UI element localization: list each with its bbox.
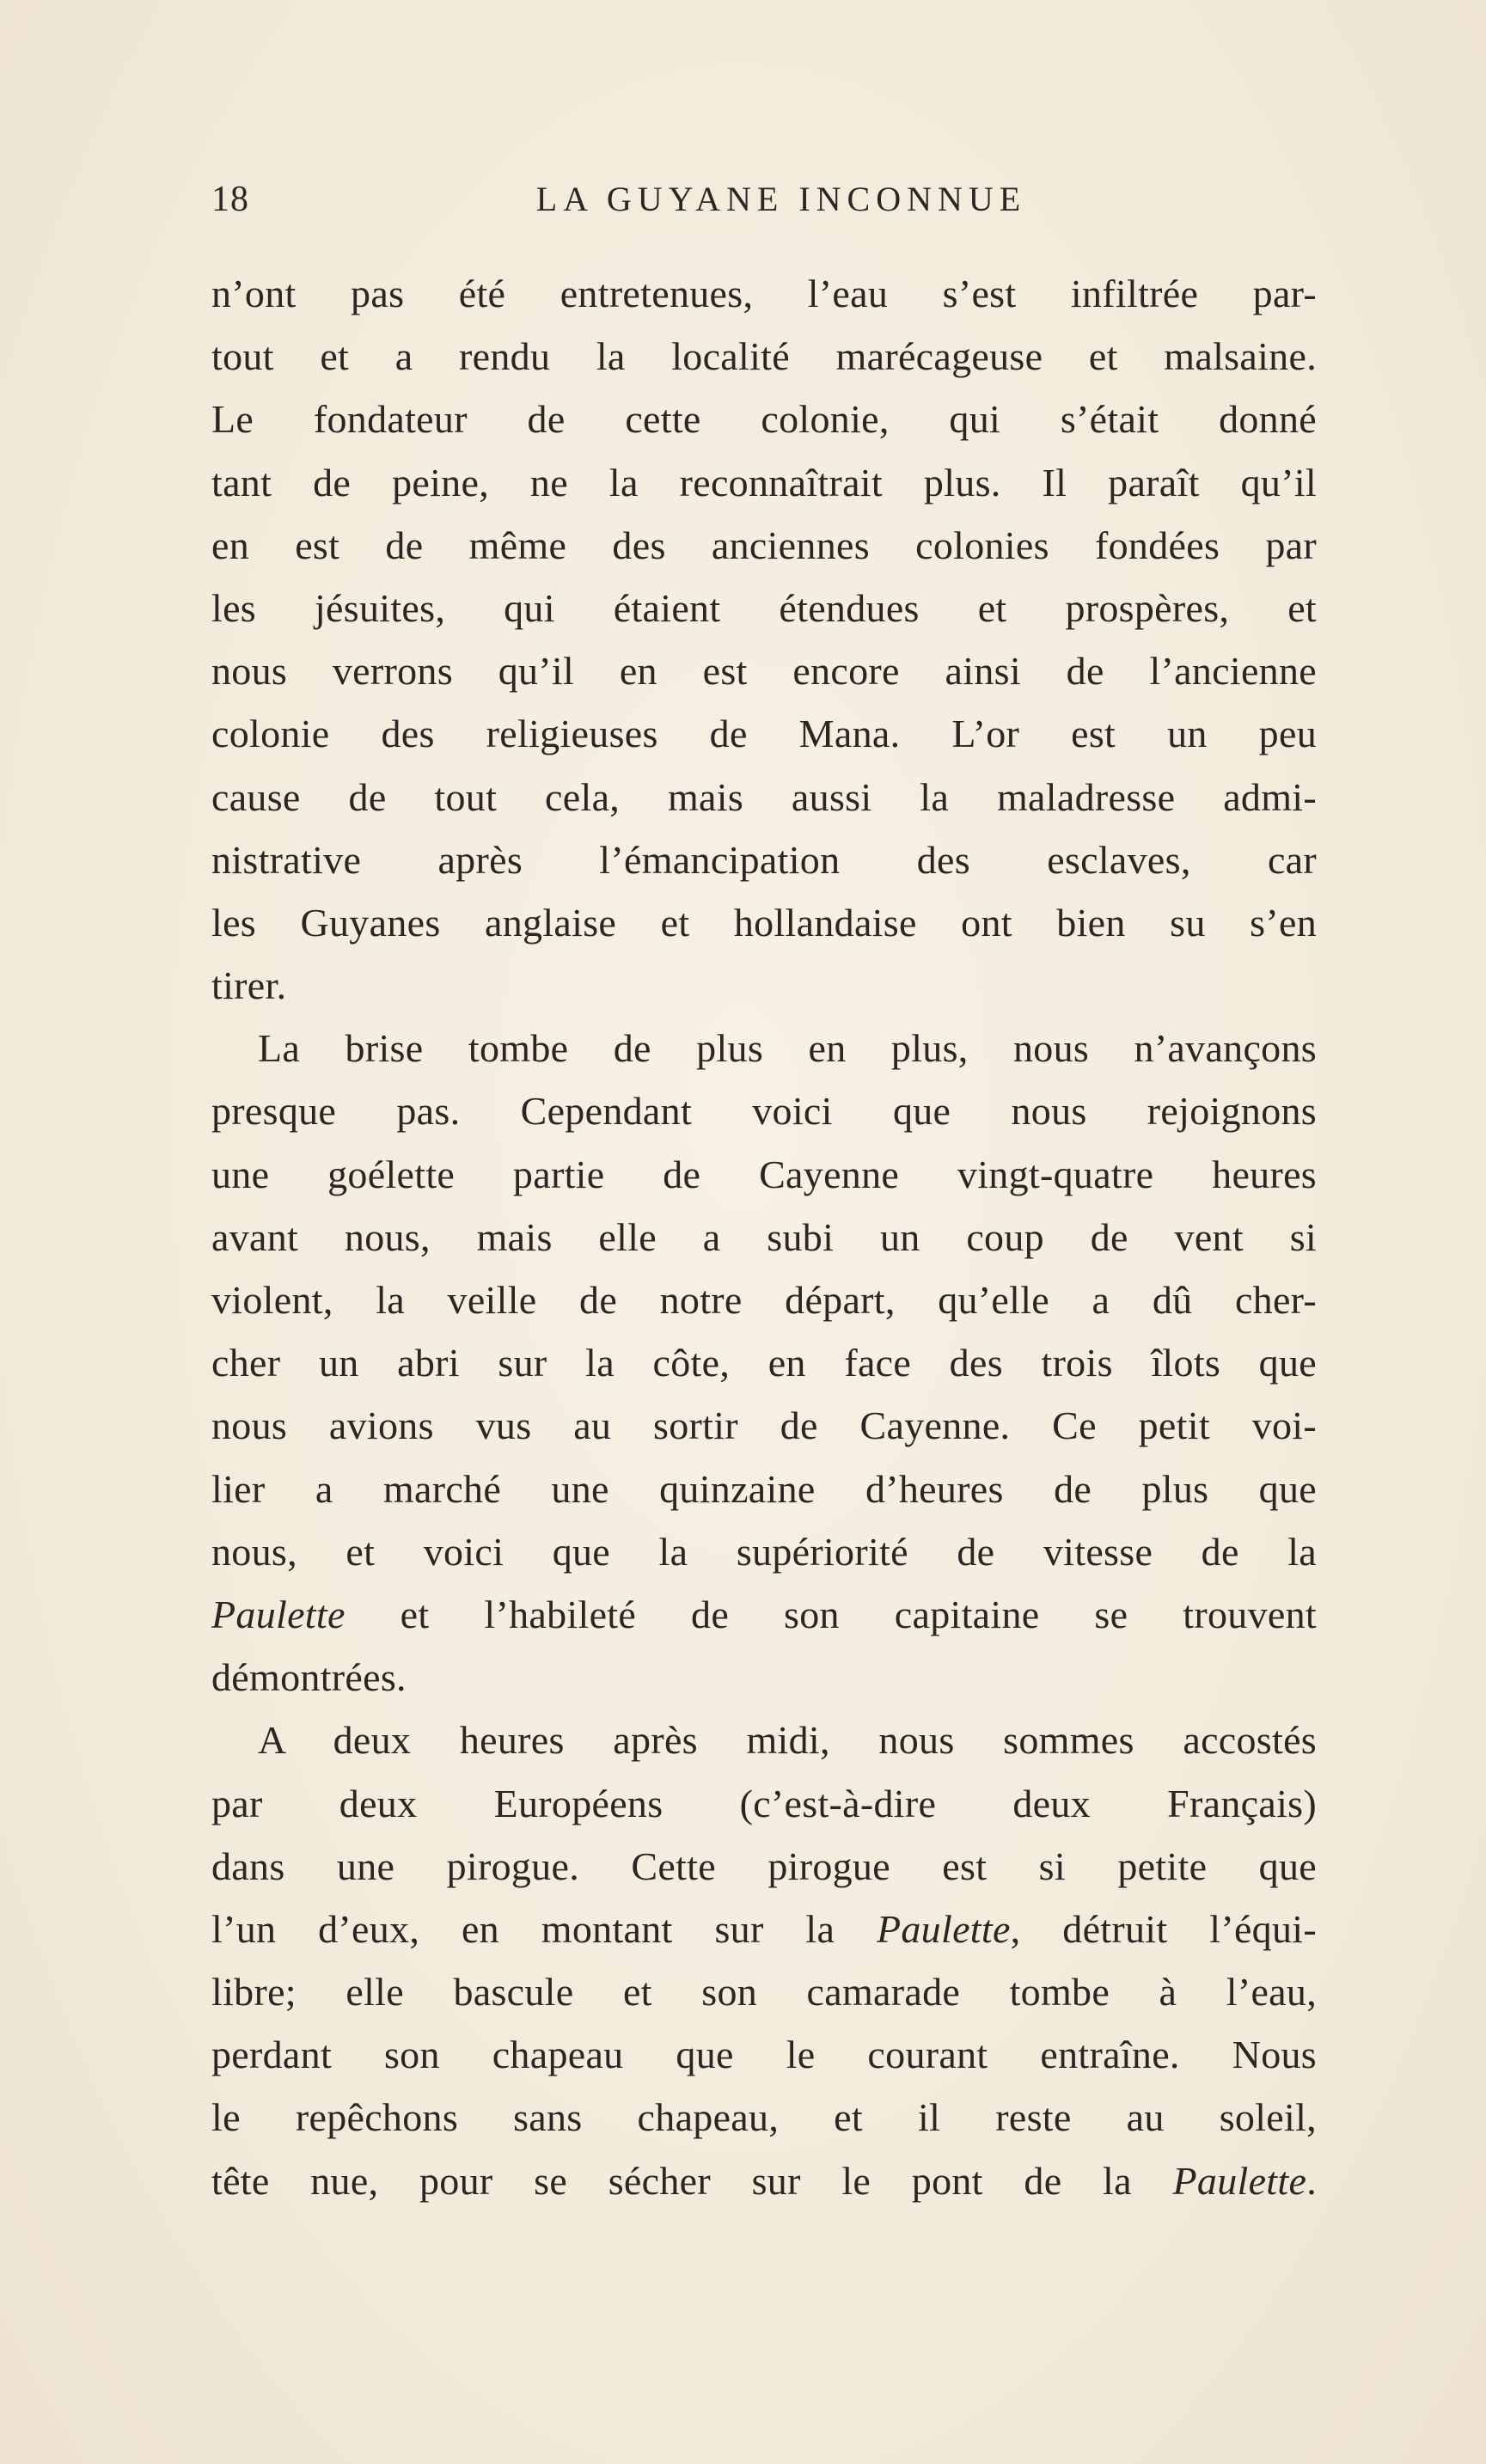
text-line: presque pas. Cependant voici que nous rejoignons [211, 1089, 1317, 1134]
text-line: lier a marché une quinzaine d’heures de plus que [211, 1466, 1317, 1511]
body-text [211, 262, 1317, 2212]
text-line: tout et a rendu la localité marécageuse et malsaine. [211, 334, 1317, 379]
text-line: nous verrons qu’il en est encore ainsi de l’ancienne [211, 649, 1317, 694]
paragraph-start-line: A deux heures après midi, nous sommes accostés [258, 1718, 1317, 1763]
text-line: cher un abri sur la côte, en face des trois îlots que [211, 1341, 1317, 1385]
running-head [211, 179, 1317, 230]
text-line: cause de tout cela, mais aussi la maladresse admi- [211, 774, 1317, 819]
text-line: le repêchons sans chapeau, et il reste au soleil, [211, 2095, 1317, 2140]
text-line: colonie des religieuses de Mana. L’or est un peu [211, 712, 1317, 756]
page-number: 18 [211, 180, 249, 219]
text-line: tirer. [211, 963, 287, 1008]
text-line: tête nue, pour se sécher sur le pont de la Paulette. [211, 2158, 1317, 2203]
running-title: LA GUYANE INCONNUE [535, 180, 1027, 218]
text-line: par deux Européens (c’est-à-dire deux Français) [211, 1781, 1317, 1825]
paragraph-start-line: La brise tombe de plus en plus, nous n’avançons [258, 1026, 1317, 1071]
text-line: les Guyanes anglaise et hollandaise ont bien su s’en [211, 900, 1317, 945]
text-line: en est de même des anciennes colonies fondées par [211, 523, 1317, 567]
text-line: nous avions vus au sortir de Cayenne. Ce petit voi- [211, 1403, 1317, 1448]
text-line: nistrative après l’émancipation des esclaves, car [211, 837, 1317, 882]
text-line: tant de peine, ne la reconnaîtrait plus. Il paraît qu’il [211, 460, 1317, 504]
ship-name: Paulette [1172, 2158, 1307, 2203]
text-line: Le fondateur de cette colonie, qui s’était donné [211, 397, 1317, 442]
text-line: n’ont pas été entretenues, l’eau s’est infiltrée par- [211, 272, 1317, 315]
text-line: démontrées. [211, 1655, 407, 1700]
text-line: avant nous, mais elle a subi un coup de vent si [211, 1214, 1317, 1259]
ship-name: Paulette [876, 1906, 1011, 1951]
text-line: une goélette partie de Cayenne vingt-quatre heures [211, 1152, 1317, 1196]
text-line: les jésuites, qui étaient étendues et prospères, et [211, 585, 1317, 630]
text-line: Paulette et l’habileté de son capitaine se trouvent [211, 1592, 1317, 1636]
text-line: l’un d’eux, en montant sur la Paulette, détruit l’équi- [211, 1906, 1317, 1951]
text-line: libre; elle bascule et son camarade tombe à l’eau, [211, 1970, 1317, 2015]
text-line: perdant son chapeau que le courant entraîne. Nous [211, 2033, 1317, 2077]
ship-name: Paulette [211, 1592, 346, 1636]
text-line: violent, la veille de notre départ, qu’elle a dû cher- [211, 1278, 1317, 1322]
text-line: nous, et voici que la supériorité de vitesse de la [211, 1529, 1317, 1574]
text-line: dans une pirogue. Cette pirogue est si petite que [211, 1843, 1317, 1888]
